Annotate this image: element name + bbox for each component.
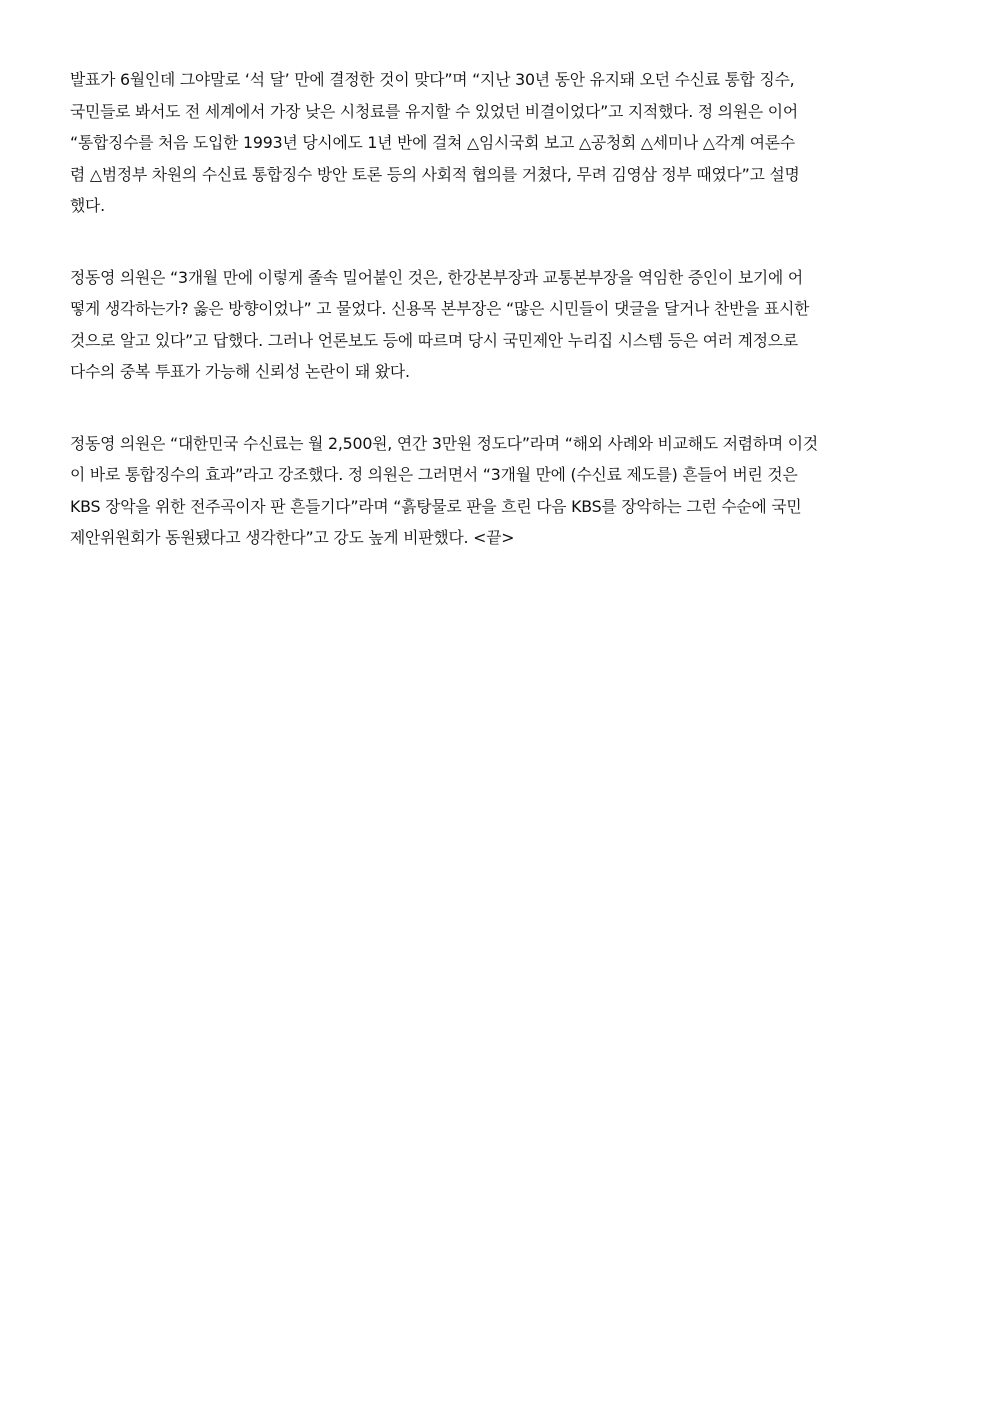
text-line: 국민들로 봐서도 전 세계에서 가장 낮은 시청료를 유지할 수 있었던 비결이었다”고 지적했다. 정 의원은 이어 [70, 101, 798, 121]
text-line: 했다. [70, 196, 105, 215]
text-line: 렴 △범정부 차원의 수신료 통합징수 방안 토론 등의 사회적 협의를 거쳤다, 무려 김영삼 정부 때였다”고 설명 [70, 164, 800, 184]
text-line: 것으로 알고 있다”고 답했다. 그러나 언론보도 등에 따르며 당시 국민제안 누리집 시스템 등은 여러 계정으로 [70, 330, 798, 350]
text-line: KBS 장악을 위한 전주곡이자 판 흔들기다”라며 “흙탕물로 판을 흐린 다음 KBS를 장악하는 그런 수순에 국민 [70, 496, 802, 516]
text-line: 이 바로 통합징수의 효과”라고 강조했다. 정 의원은 그러면서 “3개월 만에 (수신료 제도를) 흔들어 버린 것은 [70, 465, 798, 484]
paragraph-3 [70, 428, 922, 554]
text-line: 정동영 의원은 “대한민국 수신료는 월 2,500원, 연간 3만원 정도다”라며 “해외 사례와 비교해도 저렴하며 이것 [70, 433, 818, 453]
text-line: 제안위원회가 동원됐다고 생각한다”고 강도 높게 비판했다. <끝> [70, 528, 515, 547]
text-line: 다수의 중복 투표가 가능해 신뢰성 논란이 돼 왔다. [70, 362, 410, 381]
paragraph-2 [70, 262, 922, 388]
document-page [70, 64, 922, 594]
paragraph-1 [70, 64, 922, 222]
text-line: 정동영 의원은 “3개월 만에 이렇게 졸속 밀어붙인 것은, 한강본부장과 교통본부장을 역임한 증인이 보기에 어 [70, 267, 803, 287]
text-line: 발표가 6월인데 그야말로 ‘석 달’ 만에 결정한 것이 맞다”며 “지난 30년 동안 유지돼 오던 수신료 통합 징수, [70, 70, 795, 89]
text-line: “통합징수를 처음 도입한 1993년 당시에도 1년 반에 걸쳐 △임시국회 보고 △공청회 △세미나 △각계 여론수 [70, 133, 795, 152]
text-line: 떻게 생각하는가? 옳은 방향이었나” 고 물었다. 신용목 본부장은 “많은 시민들이 댓글을 달거나 찬반을 표시한 [70, 299, 810, 318]
